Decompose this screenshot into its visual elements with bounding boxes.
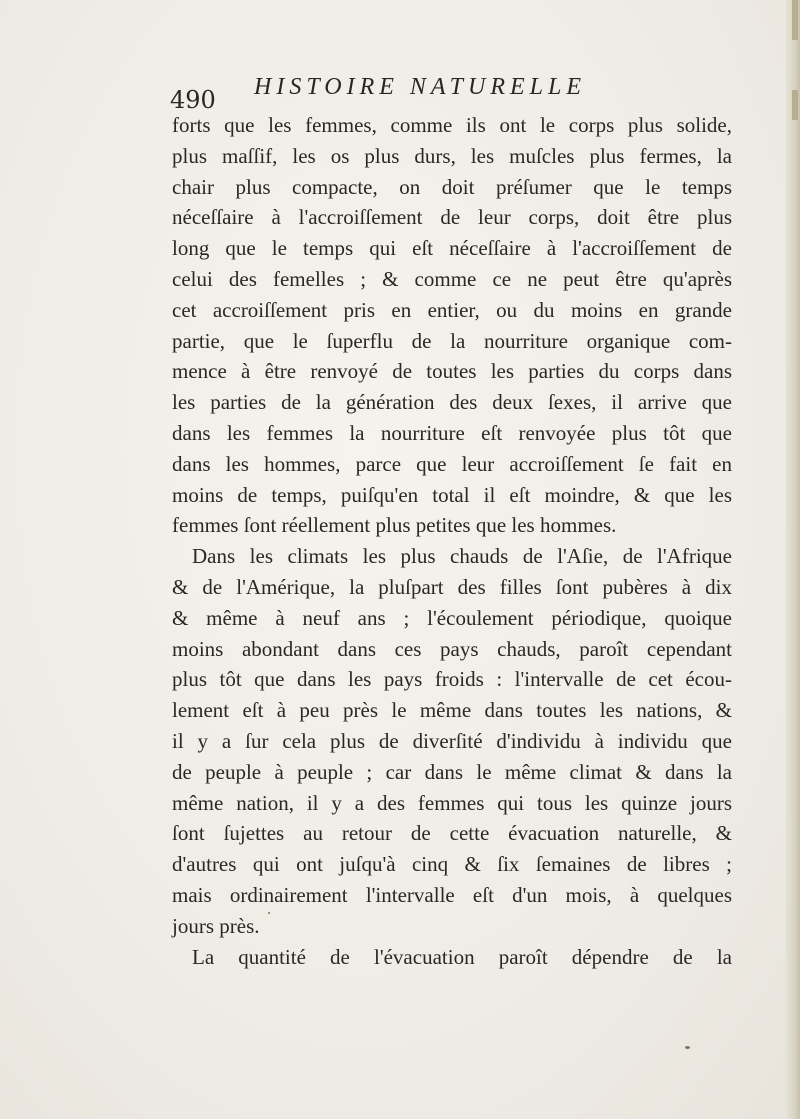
ink-speck [685,1046,690,1049]
text-line: de peuple à peuple ; car dans le même climat & dans la [172,759,732,784]
text-line: Dans les climats les plus chauds de l'Aſie, de l'Afrique [192,544,732,569]
text-line: celui des femelles ; & comme ce ne peut être qu'après [172,266,732,291]
page-number: 490 [170,86,216,114]
text-line: dans les femmes la nourriture eſt renvoyée plus tôt que [172,420,732,445]
ink-speck [268,912,270,914]
text-line: mence à être renvoyé de toutes les parties du corps dans [172,359,732,384]
text-line: d'autres qui ont juſqu'à cinq & ſix ſemaines de libres ; [172,852,732,877]
text-line: lement eſt à peu près le même dans toutes les nations, & [172,698,732,723]
text-line: femmes ſont réellement plus petites que les hommes. [172,513,617,538]
text-line: La quantité de l'évacuation paroît dépendre de la [192,944,732,969]
running-title: HISTOIRE NATURELLE [254,74,587,100]
text-line: chair plus compacte, on doit préſumer que le temps [172,174,732,199]
text-line: néceſſaire à l'accroiſſement de leur corps, doit être plus [172,205,732,230]
text-line: les parties de la génération des deux ſexes, il arrive que [172,390,732,415]
text-line: forts que les femmes, comme ils ont le corps plus solide, [172,113,732,137]
text-line: plus maſſif, les os plus durs, les muſcles plus fermes, la [172,143,732,168]
edge-stain [792,0,798,40]
page-header [170,70,670,114]
text-line: long que le temps qui eſt néceſſaire à l'accroiſſement de [172,236,732,261]
text-line: jours près. [172,913,260,938]
text-line: dans les hommes, parce que leur accroiſſement ſe fait en [172,451,732,476]
text-line: mais ordinairement l'intervalle eſt d'un mois, à quelques [172,882,732,907]
edge-stain [792,90,798,120]
text-line: & même à neuf ans ; l'écoulement périodique, quoique [172,605,732,630]
text-line: cet accroiſſement pris en entier, ou du moins en grande [172,297,732,322]
text-line: plus tôt que dans les pays froids : l'intervalle de cet écou- [172,667,732,692]
text-line: il y a ſur cela plus de diverſité d'individu à individu que [172,728,732,753]
text-line: partie, que le ſuperflu de la nourriture organique com- [172,328,732,353]
page-edge [786,0,800,1119]
text-line: ſont ſujettes au retour de cette évacuation naturelle, & [172,821,732,846]
text-line: moins de temps, puiſqu'en total il eſt moindre, & que les [172,482,732,507]
body-text [172,110,732,972]
text-line: & de l'Amérique, la pluſpart des filles ſont pubères à dix [172,574,732,599]
text-line: même nation, il y a des femmes qui tous les quinze jours [172,790,732,815]
text-line: moins abondant dans ces pays chauds, paroît cependant [172,636,732,661]
